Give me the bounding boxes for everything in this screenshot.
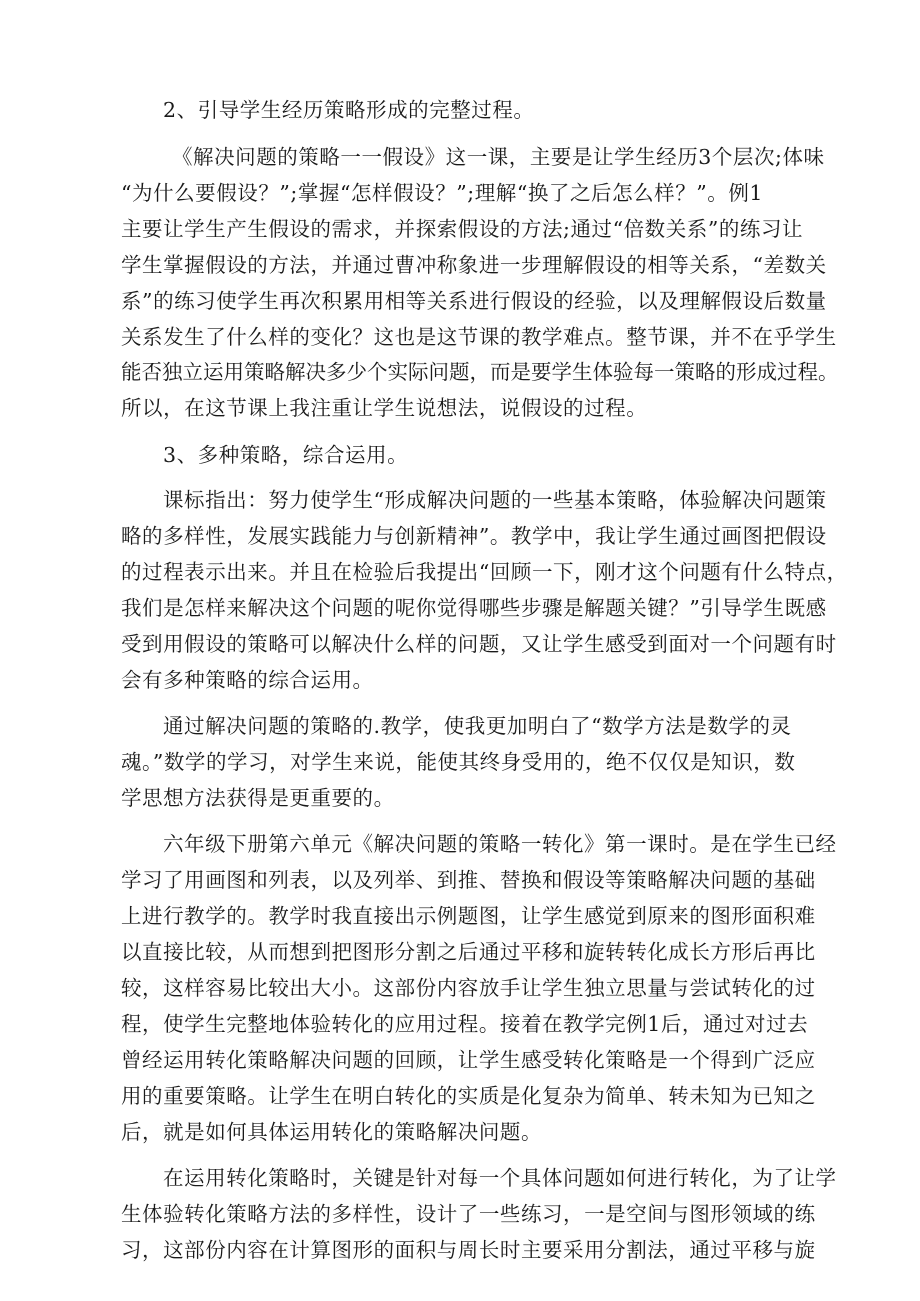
text-line-15: 受到用假设的策略可以解决什么样的问题，又让学生感受到面对一个问题有时: [121, 632, 837, 656]
text-line-22: 上进行教学的。教学时我直接出示例题图，让学生感觉到原来的图形面积难: [121, 904, 816, 928]
text-line-5: 学生掌握假设的方法，并通过曹冲称象进一步理解假设的相等关系，“差数关: [121, 253, 827, 277]
text-line-28: 后，就是如何具体运用转化的策略解决问题。: [121, 1120, 542, 1144]
text-line-13: 的过程表示出来。并且在检验后我提出“回顾一下，刚才这个问题有什么特点，: [121, 560, 848, 584]
text-line-1: 2、引导学生经历策略形成的完整过程。: [163, 98, 535, 122]
text-line-23: 以直接比较，从而想到把图形分割之后通过平移和旋转转化成长方形后再比: [121, 940, 816, 964]
text-line-29: 在运用转化策略时，关键是针对每一个具体问题如何进行转化，为了让学: [163, 1166, 837, 1190]
text-line-3: “为什么要假设？”;掌握“怎样假设？”;理解“换了之后怎么样？”。例1: [121, 181, 763, 205]
text-line-2: 《解决问题的策略一一假设》这一课，主要是让学生经历3个层次;体味: [172, 145, 825, 169]
text-line-12: 略的多样性，发展实践能力与创新精神”。教学中，我让学生通过画图把假设: [121, 524, 827, 548]
text-line-6: 系”的练习使学生再次积累用相等关系进行假设的经验，以及理解假设后数量: [121, 289, 827, 313]
text-line-7: 关系发生了什么样的变化？这也是这节课的教学难点。整节课，并不在乎学生: [121, 325, 837, 349]
text-line-21: 学习了用画图和列表，以及列举、到推、替换和假设等策略解决问题的基础: [121, 868, 816, 892]
text-line-27: 用的重要策略。让学生在明白转化的实质是化复杂为简单、转未知为已知之: [121, 1084, 816, 1108]
text-line-17: 通过解决问题的策略的.教学，使我更加明白了“数学方法是数学的灵: [163, 714, 792, 738]
text-line-9: 所以，在这节课上我注重让学生说想法，说假设的过程。: [121, 396, 648, 420]
text-line-16: 会有多种策略的综合运用。: [121, 668, 374, 692]
text-line-18: 魂。”数学的学习，对学生来说，能使其终身受用的，绝不仅仅是知识，数: [121, 750, 796, 774]
text-line-31: 习，这部份内容在计算图形的面积与周长时主要采用分割法，通过平移与旋: [121, 1238, 816, 1262]
text-line-20: 六年级下册第六单元《解决问题的策略一转化》第一课时。是在学生已经: [163, 832, 837, 856]
text-line-10: 3、多种策略，综合运用。: [163, 443, 409, 467]
text-line-19: 学思想方法获得是更重要的。: [121, 786, 395, 810]
text-line-8: 能否独立运用策略解决多少个实际问题，而是要学生体验每一策略的形成过程。: [121, 360, 839, 384]
text-line-4: 主要让学生产生假设的需求，并探索假设的方法;通过“倍数关系”的练习让: [121, 217, 804, 241]
text-line-30: 生体验转化策略方法的多样性，设计了一些练习，一是空间与图形领域的练: [121, 1202, 816, 1226]
text-line-25: 程，使学生完整地体验转化的应用过程。接着在教学完例1后，通过对过去: [121, 1012, 809, 1036]
text-line-11: 课标指出：努力使学生“形成解决问题的一些基本策略，体验解决问题策: [163, 488, 827, 512]
text-line-24: 较，这样容易比较出大小。这部份内容放手让学生独立思量与尝试转化的过: [121, 976, 816, 1000]
text-line-26: 曾经运用转化策略解决问题的回顾，让学生感受转化策略是一个得到广泛应: [121, 1048, 816, 1072]
text-line-14: 我们是怎样来解决这个问题的呢你觉得哪些步骤是解题关键？”引导学生既感: [121, 596, 827, 620]
